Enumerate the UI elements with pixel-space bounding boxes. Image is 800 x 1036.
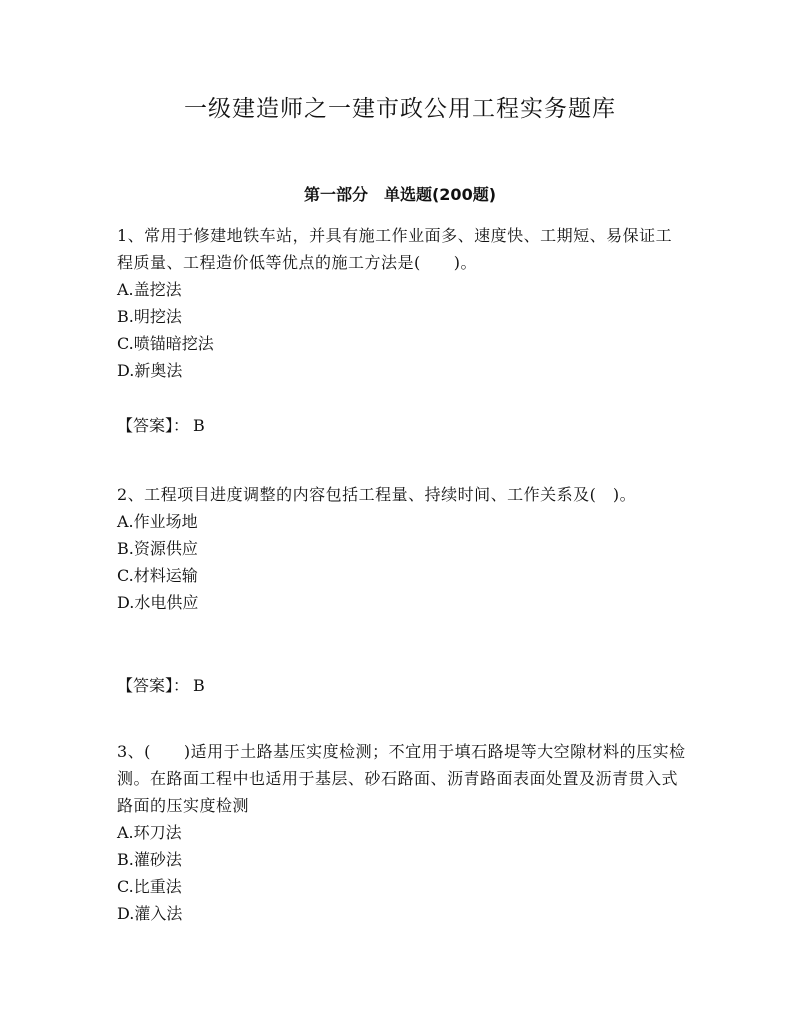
section-title: 第一部分 单选题(200题)	[303, 185, 497, 204]
answer-label: 【答案】：	[117, 676, 190, 695]
question-3	[117, 738, 687, 927]
answer-value: B	[193, 416, 205, 435]
answer-2	[117, 672, 205, 699]
question-stem: 2、工程项目进度调整的内容包括工程量、持续时间、工作关系及( )。	[117, 485, 637, 504]
option-d: D.水电供应	[117, 593, 199, 612]
option-d: D.灌入法	[117, 904, 183, 923]
option-c: C.材料运输	[117, 566, 198, 585]
question-stem: 1、常用于修建地铁车站，并具有施工作业面多、速度快、工期短、易保证工程质量、工程造价低等优点的施工方法是( )。	[117, 226, 673, 272]
answer-1	[117, 412, 205, 439]
question-1	[117, 222, 687, 384]
option-c: C.比重法	[117, 877, 182, 896]
question-2	[117, 481, 687, 616]
option-c: C.喷锚暗挖法	[117, 334, 214, 353]
option-d: D.新奥法	[117, 361, 183, 380]
answer-label: 【答案】：	[117, 416, 190, 435]
answer-value: B	[193, 676, 205, 695]
option-a: A.盖挖法	[117, 280, 182, 299]
option-a: A.环刀法	[117, 823, 182, 842]
option-b: B.资源供应	[117, 539, 198, 558]
option-b: B.明挖法	[117, 307, 182, 326]
document-title: 一级建造师之一建市政公用工程实务题库	[184, 96, 616, 122]
question-stem: 3、( )适用于土路基压实度检测；不宜用于填石路堤等大空隙材料的压实检测。在路面工程中也适用于基层、砂石路面、沥青路面表面处置及沥青贯入式路面的压实度检测	[117, 742, 686, 815]
option-a: A.作业场地	[117, 512, 198, 531]
option-b: B.灌砂法	[117, 850, 182, 869]
